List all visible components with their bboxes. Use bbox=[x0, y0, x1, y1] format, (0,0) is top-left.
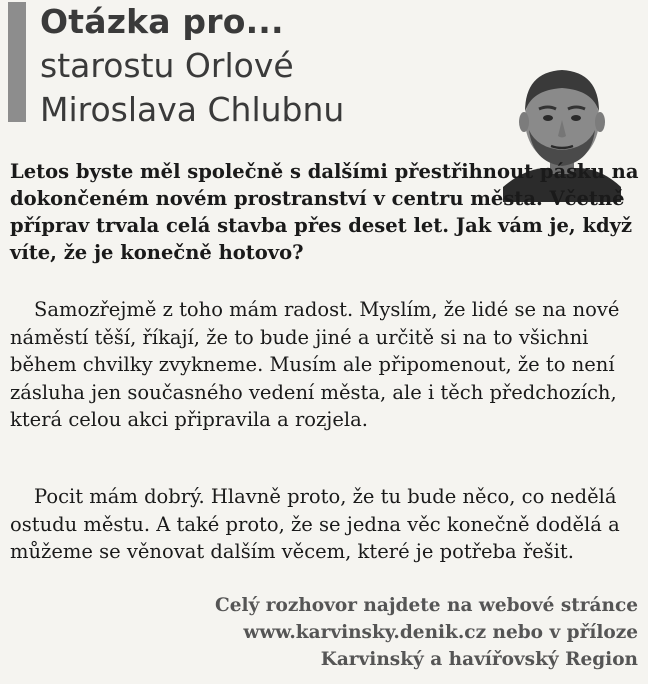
answer-paragraph-1: Samozřejmě z toho mám radost. Myslím, že lidé se na nové náměstí těší, říkají, že to bude jiné a určitě si na to všichni během chvilky zvykneme. Musím ale připomenout, že to není zásluha jen současného vedení města, ale i těch předchozích, která celou akci připravila a rozjela. bbox=[10, 298, 620, 431]
footer-note bbox=[38, 592, 638, 673]
answer-paragraph-2: Pocit mám dobrý. Hlavně proto, že tu bude něco, co nedělá ostudu městu. A také proto, že se jedna věc konečně dodělá a můžeme se věnovat dalším věcem, které je potřeba řešit. bbox=[10, 485, 620, 563]
headline-line-2: Miroslava Chlubnu bbox=[40, 90, 345, 129]
headline-line-1: starostu Orlové bbox=[40, 46, 294, 85]
headline bbox=[40, 0, 344, 132]
headline-kicker: Otázka pro... bbox=[40, 2, 284, 41]
section-bar bbox=[8, 2, 26, 122]
interview-question: Letos byste měl společně s dalšími přestřihnout pásku na dokončeném novém prostranství v centru města. Včetně příprav trvala celá stavba přes deset let. Jak vám je, když víte, že je konečně hotovo? bbox=[10, 160, 639, 264]
footer-line-2: www.karvinsky.denik.cz nebo v příloze bbox=[243, 622, 638, 643]
footer-line-1: Celý rozhovor najdete na webové stránce bbox=[215, 595, 638, 616]
footer-line-3: Karvinský a havířovský Region bbox=[320, 649, 638, 670]
